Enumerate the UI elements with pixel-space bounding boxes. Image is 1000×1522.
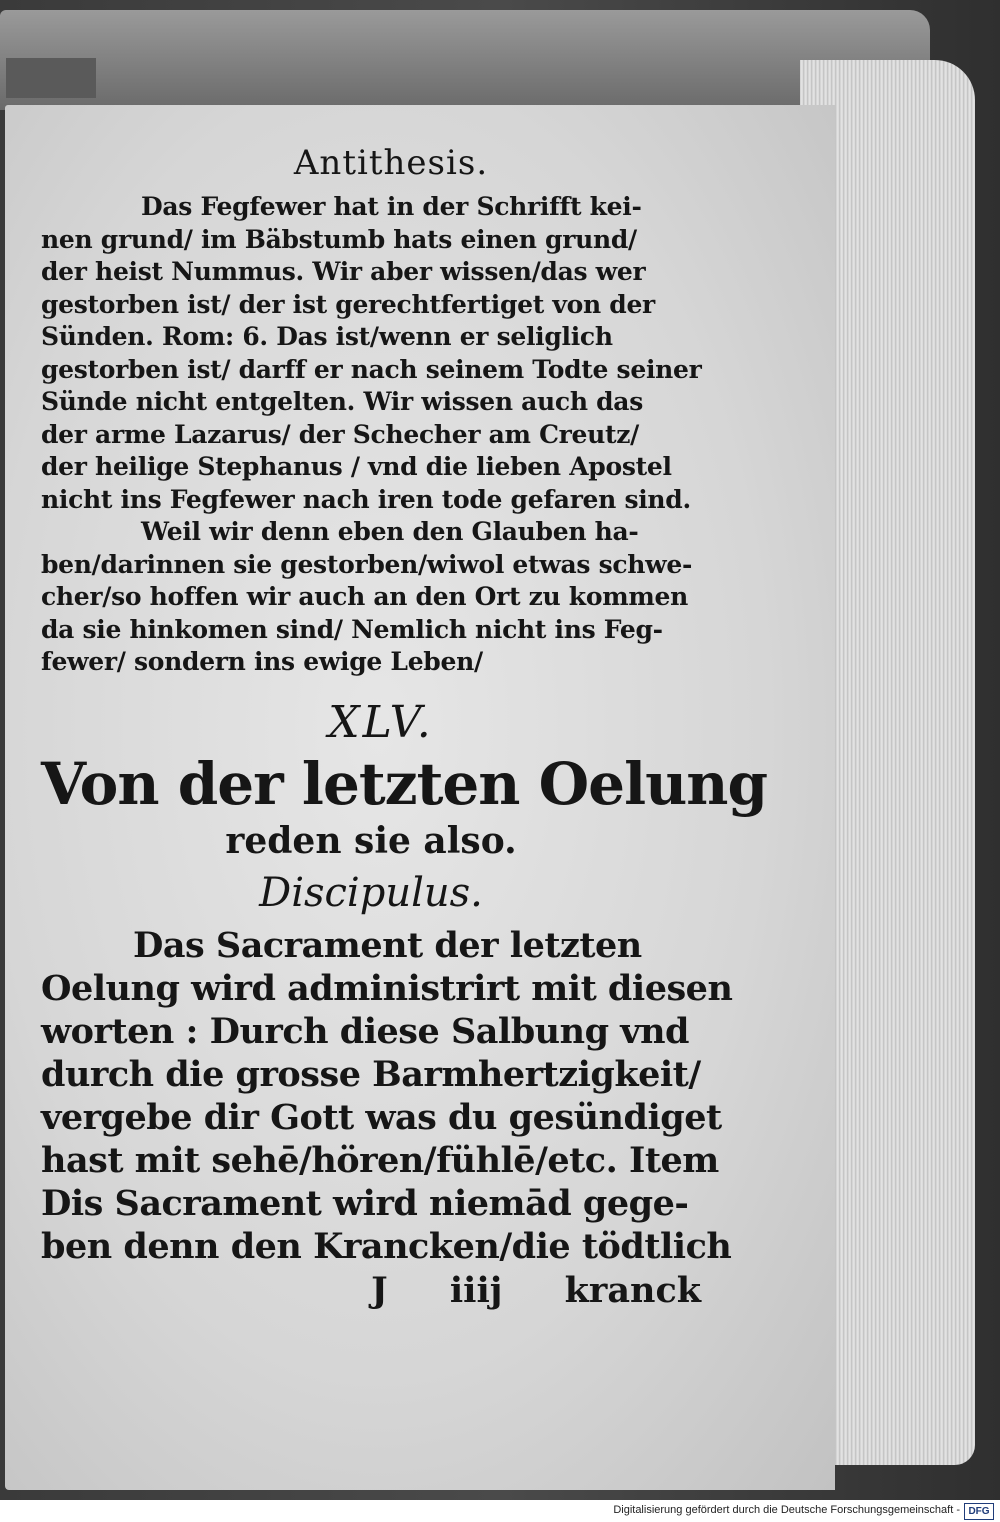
text-line: der arme Lazarus/ der Schecher am Creutz/ — [41, 419, 640, 449]
book-page — [5, 105, 835, 1490]
speaker-label: Discipulus. — [259, 869, 483, 916]
book-top-edge — [0, 10, 930, 110]
page-text — [41, 143, 767, 1311]
paragraph-glauben — [41, 516, 701, 679]
text-line: Weil wir denn eben den Glauben ha- — [141, 517, 639, 546]
text-line: vergebe dir Gott was du gesündiget — [41, 1096, 722, 1138]
text-line: Sünden. Rom: 6. Das ist/wenn er seliglich — [41, 322, 613, 351]
section-subtitle: reden sie also. — [225, 819, 517, 862]
text-line: Das Fegfewer hat in der Schrifft kei- — [141, 192, 642, 221]
text-line: Dis Sacrament wird niemād gege- — [41, 1182, 689, 1224]
text-line: fewer/ sondern ins ewige Leben/ — [41, 647, 483, 676]
text-line: hast mit sehē/hören/fühlē/etc. Item — [41, 1139, 719, 1181]
text-line: ben/darinnen sie gestorben/wiwol etwas schwe- — [41, 549, 693, 579]
section-title: Von der letzten Oelung — [41, 749, 767, 818]
text-line: cher/so hoffen wir auch an den Ort zu kommen — [41, 582, 688, 611]
paragraph-oelung — [41, 924, 733, 1268]
footer-bar — [0, 1500, 1000, 1522]
text-line: ben denn den Krancken/die tödtlich — [41, 1225, 732, 1267]
text-line: Das Sacrament der letzten — [133, 924, 642, 966]
text-line: der heilige Stephanus / vnd die lieben Apostel — [41, 452, 672, 481]
catchword: J iiij kranck — [371, 1269, 701, 1311]
dfg-logo: DFG — [964, 1503, 994, 1520]
footer-credit: Digitalisierung gefördert durch die Deutsche Forschungsgemeinschaft - — [613, 1504, 960, 1516]
spine-label — [6, 58, 96, 98]
paragraph-antithesis — [41, 191, 701, 516]
text-line: Oelung wird administrirt mit diesen — [41, 967, 733, 1009]
text-line: durch die grosse Barmhertzigkeit/ — [41, 1053, 701, 1095]
text-line: der heist Nummus. Wir aber wissen/das wer — [41, 257, 646, 286]
text-line: nen grund/ im Bäbstumb hats einen grund/ — [41, 224, 637, 254]
text-line: da sie hinkomen sind/ Nemlich nicht ins Feg- — [41, 614, 663, 644]
section-number: XLV. — [328, 696, 434, 748]
text-line: Sünde nicht entgelten. Wir wissen auch das — [41, 387, 643, 416]
text-line: nicht ins Fegfewer nach iren tode gefaren sind. — [41, 484, 691, 514]
running-head: Antithesis. — [293, 143, 489, 183]
text-line: worten : Durch diese Salbung vnd — [41, 1010, 689, 1052]
text-line: gestorben ist/ der ist gerechtfertiget von der — [41, 289, 655, 319]
text-line: gestorben ist/ darff er nach seinem Todte seiner — [41, 354, 702, 384]
